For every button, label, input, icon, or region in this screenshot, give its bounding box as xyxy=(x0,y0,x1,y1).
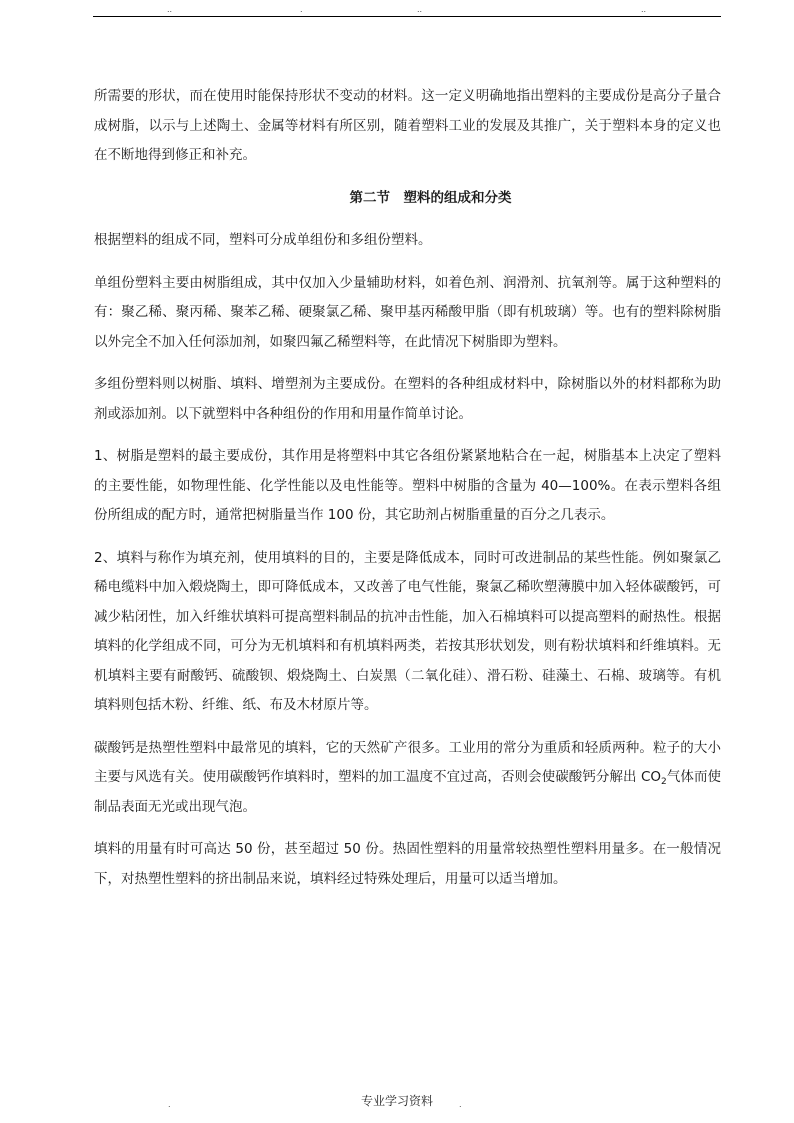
paragraph: 所需要的形状，而在使用时能保持形状不变动的材料。这一定义明确地指出塑料的主要成份是高分子量合成树脂，以示与上述陶土、金属等材料有所区别，随着塑料工业的发展及其推广，关于塑料本身的定义也在不断地得到修正和补充。 xyxy=(94,88,721,163)
header-rule xyxy=(93,16,721,17)
header-dot: .. xyxy=(641,5,647,14)
header-dot: .. xyxy=(417,5,423,14)
subscript: 2 xyxy=(661,777,667,787)
paragraph-caco3 xyxy=(94,734,721,823)
paragraph: 多组份塑料则以树脂、填料、增塑剂为主要成份。在塑料的各种组成材料中，除树脂以外的材料都称为助剂或添加剂。以下就塑料中各种组份的作用和用量作简单讨论。 xyxy=(94,376,721,422)
paragraph: 单组份塑料主要由树脂组成，其中仅加入少量辅助材料，如着色剂、润滑剂、抗氧剂等。属于这种塑料的有：聚乙稀、聚丙稀、聚苯乙稀、硬聚氯乙稀、聚甲基丙稀酸甲脂（即有机玻璃）等。也有的塑料除树脂以外完全不加入任何添加剂，如聚四氟乙稀塑料等，在此情况下树脂即为塑料。 xyxy=(94,274,721,350)
header-dot: .. xyxy=(167,5,173,14)
paragraph: 根据塑料的组成不同，塑料可分成单组份和多组份塑料。 xyxy=(94,232,432,248)
footer-label: 专业学习资料 xyxy=(360,1094,433,1108)
footer-dot: . xyxy=(168,1100,171,1109)
section-heading: 第二节 塑料的组成和分类 xyxy=(349,189,512,206)
document-body xyxy=(94,82,721,894)
paragraph: 填料的用量有时可高达 50 份，甚至超过 50 份。热固性塑料的用量常较热塑性塑料用量多。在一般情况下，对热塑性塑料的挤出制品来说，填料经过特殊处理后，用量可以适当增加。 xyxy=(94,841,721,887)
paragraph: 1、树脂是塑料的最主要成份，其作用是将塑料中其它各组份紧紧地粘合在一起，树脂基本上决定了塑料的主要性能，如物理性能、化学性能以及电性能等。塑料中树脂的含量为 40—100%。在表示塑料各组份所组成的配方时，通常把树脂量当作 100 份，其它助剂占树脂重量的百分之几表示。 xyxy=(94,448,721,523)
paragraph: 2、填料与称作为填充剂，使用填料的目的，主要是降低成本，同时可改进制品的某些性能。例如聚氯乙稀电缆料中加入煅烧陶土，即可降低成本，又改善了电气性能，聚氯乙稀吹塑薄膜中加入轻体碳酸钙，可减少粘闭性，加入纤维状填料可提高塑料制品的抗冲击性能，加入石棉填料可以提高塑料的耐热性。根据填料的化学组成不同，可分为无机填料和有机填料两类，若按其形状划发，则有粉状填料和纤维填料。无机填料主要有耐酸钙、硫酸钡、煅烧陶土、白炭黑（二氧化硅）、滑石粉、硅藻土、石棉、玻璃等。有机填料则包括木粉、纤维、纸、布及木材原片等。 xyxy=(94,549,721,713)
text-run: 碳酸钙是热塑性塑料中最常见的填料，它的天然矿产很多。工业用的常分为重质和轻质两种。粒子的大小主要与风选有关。使用碳酸钙作填料时，塑料的加工温度不宜过高，否则会使碳酸钙分解出 CO xyxy=(94,739,721,785)
header-dot: . xyxy=(300,5,303,14)
footer-dot: . xyxy=(459,1100,462,1109)
text-run: 气体而使制品表面无光或出现气泡。 xyxy=(94,769,722,815)
